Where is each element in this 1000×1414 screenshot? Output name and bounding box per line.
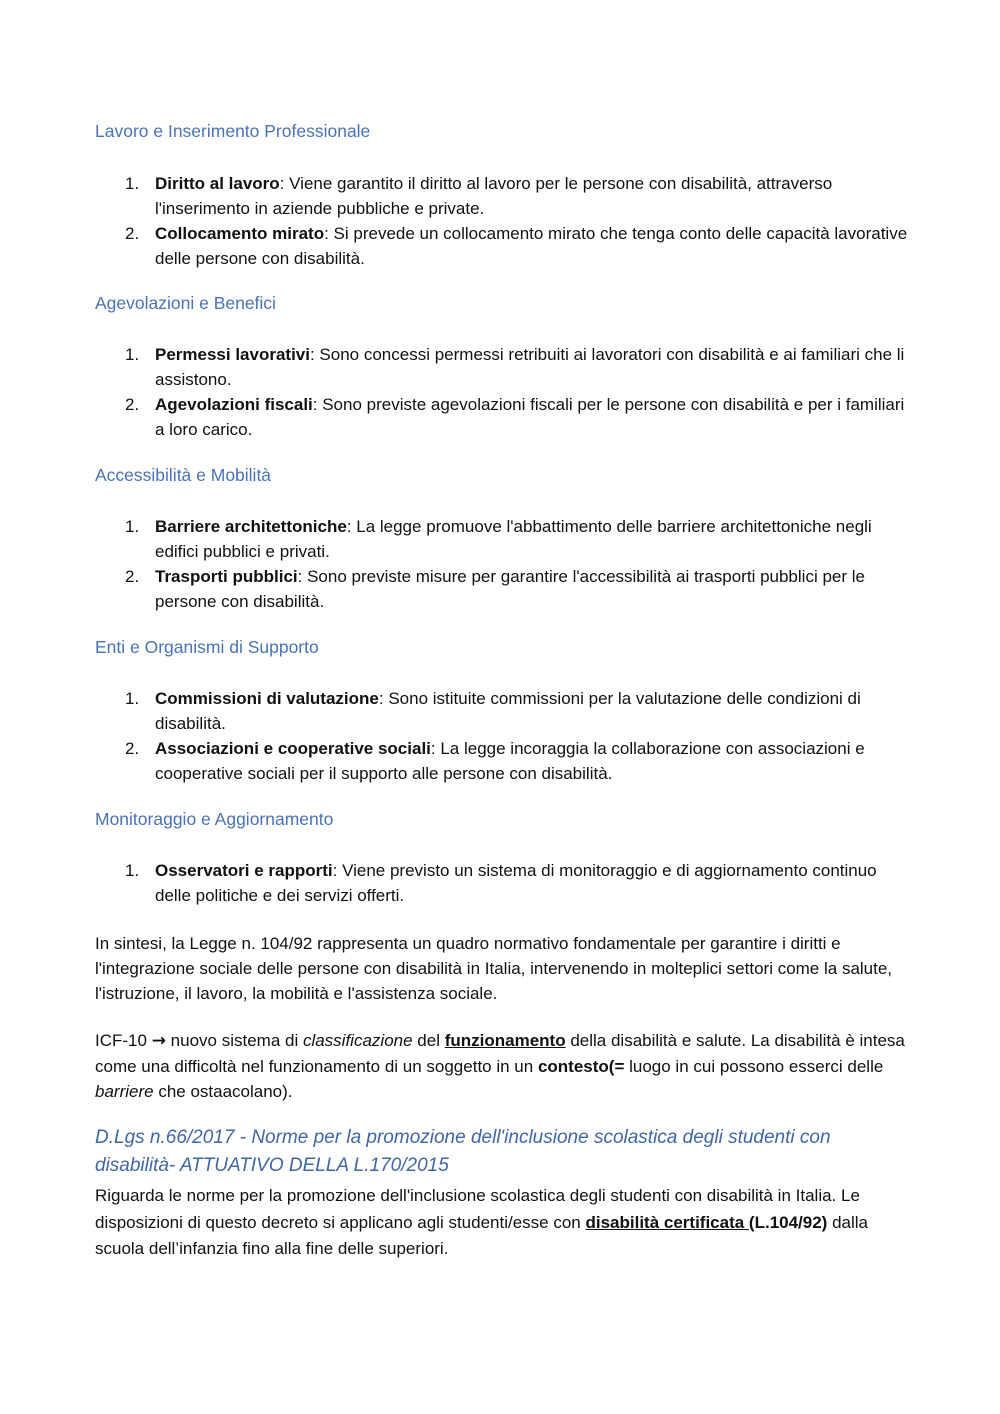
list-item: 1. Barriere architettoniche: La legge promuove l'abbattimento delle barriere architettoniche negli edifici pubblici e privati.	[125, 517, 872, 561]
summary-paragraph: In sintesi, la Legge n. 104/92 rappresenta un quadro normativo fondamentale per garantire i diritti e l'integrazione sociale delle persone con disabilità in Italia, intervenendo in molteplici settori come la salute, l'istruzione, il lavoro, la mobilità e l'assistenza sociale.	[95, 934, 893, 1003]
list-item: 2. Associazioni e cooperative sociali: La legge incoraggia la collaborazione con associazioni e cooperative sociali per il supporto alle persone con disabilità.	[125, 739, 865, 783]
numbered-list	[95, 858, 910, 908]
section-heading: Monitoraggio e Aggiornamento	[95, 809, 334, 829]
list-item: 1. Diritto al lavoro: Viene garantito il diritto al lavoro per le persone con disabilità, attraverso l'inserimento in aziende pubbliche e private.	[125, 174, 833, 218]
list-item: 2. Trasporti pubblici: Sono previste misure per garantire l'accessibilità ai trasporti pubblici per le persone con disabilità.	[125, 567, 865, 611]
section-heading: Accessibilità e Mobilità	[95, 465, 272, 485]
list-item: 2. Collocamento mirato: Si prevede un collocamento mirato che tenga conto delle capacità lavorative delle persone con disabilità.	[125, 224, 908, 268]
numbered-list	[95, 514, 910, 614]
decree-heading: D.Lgs n.66/2017 - Norme per la promozione dell'inclusione scolastica degli studenti con disabilità- ATTUATIVO DELLA L.170/2015	[95, 1127, 831, 1176]
list-item: 1. Permessi lavorativi: Sono concessi permessi retribuiti ai lavoratori con disabilità e ai familiari che li assistono.	[125, 345, 905, 389]
list-item: 1. Commissioni di valutazione: Sono istituite commissioni per la valutazione delle condizioni di disabilità.	[125, 689, 861, 733]
numbered-list	[95, 171, 910, 271]
numbered-list	[95, 342, 910, 442]
section-heading: Enti e Organismi di Supporto	[95, 637, 319, 657]
list-item: 1. Osservatori e rapporti: Viene previsto un sistema di monitoraggio e di aggiornamento continuo delle politiche e dei servizi offerti.	[125, 861, 877, 905]
numbered-list	[95, 686, 910, 786]
decree-paragraph: Riguarda le norme per la promozione dell'inclusione scolastica degli studenti con disabilità in Italia. Le disposizioni di questo decreto si applicano agli studenti/esse con disabilità certificata (L.104/92) dalla scuola dell’infanzia fino alla fine delle superiori.	[95, 1186, 868, 1258]
icf-paragraph: ICF-10 → nuovo sistema di classificazione del funzionamento della disabilità e salute. La disabilità è intesa come una difficoltà nel funzionamento di un soggetto in un contesto(= luogo in cui possono esserci delle barriere che ostaacolano).	[95, 1031, 905, 1101]
list-item: 2. Agevolazioni fiscali: Sono previste agevolazioni fiscali per le persone con disabilità e per i familiari a loro carico.	[125, 395, 905, 439]
arrow-right-icon: →	[151, 1031, 166, 1051]
section-heading: Agevolazioni e Benefici	[95, 293, 276, 313]
section-heading: Lavoro e Inserimento Professionale	[95, 121, 371, 141]
